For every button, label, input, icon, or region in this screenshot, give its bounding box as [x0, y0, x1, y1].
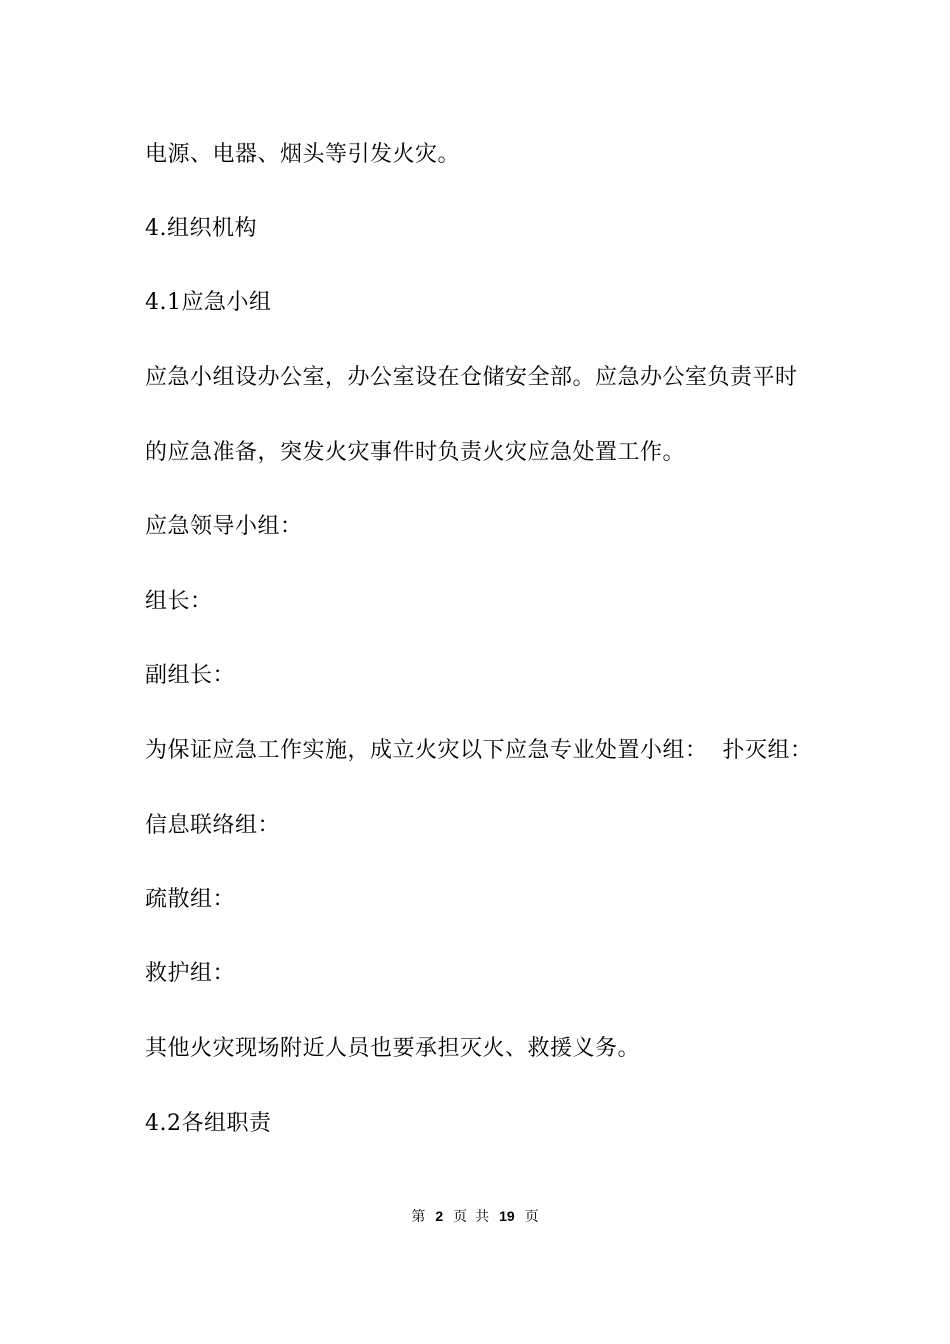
text-line: 组长：	[145, 589, 213, 614]
footer-prefix: 第	[411, 1209, 426, 1225]
text-line: 其他火灾现场附近人员也要承担灭火、救援义务。	[145, 1036, 641, 1061]
text-line: 应急领导小组：	[145, 514, 303, 539]
subsection-heading: 4.1应急小组	[145, 290, 272, 315]
text-line: 的应急准备，突发火灾事件时负责火灾应急处置工作。	[145, 440, 686, 465]
footer-mid1: 页	[453, 1209, 468, 1225]
section-heading: 4.组织机构	[145, 216, 257, 241]
text-line: 应急小组设办公室，办公室设在仓储安全部。应急办公室负责平时	[145, 365, 798, 390]
footer-suffix: 页	[524, 1209, 539, 1225]
text-line: 副组长：	[145, 663, 236, 688]
text-line: 救护组：	[145, 961, 236, 986]
footer-page-number: 2	[435, 1208, 444, 1224]
footer-total-pages: 19	[499, 1208, 515, 1224]
text-line: 为保证应急工作实施，成立火灾以下应急专业处置小组： 扑灭组：	[145, 738, 813, 763]
subsection-heading: 4.2各组职责	[145, 1111, 272, 1136]
text-line: 信息联络组：	[145, 813, 281, 838]
text-line: 电源、电器、烟头等引发火灾。	[145, 142, 461, 167]
text-line: 疏散组：	[145, 887, 236, 912]
page-footer	[0, 1206, 950, 1227]
footer-mid2: 共	[475, 1209, 490, 1225]
